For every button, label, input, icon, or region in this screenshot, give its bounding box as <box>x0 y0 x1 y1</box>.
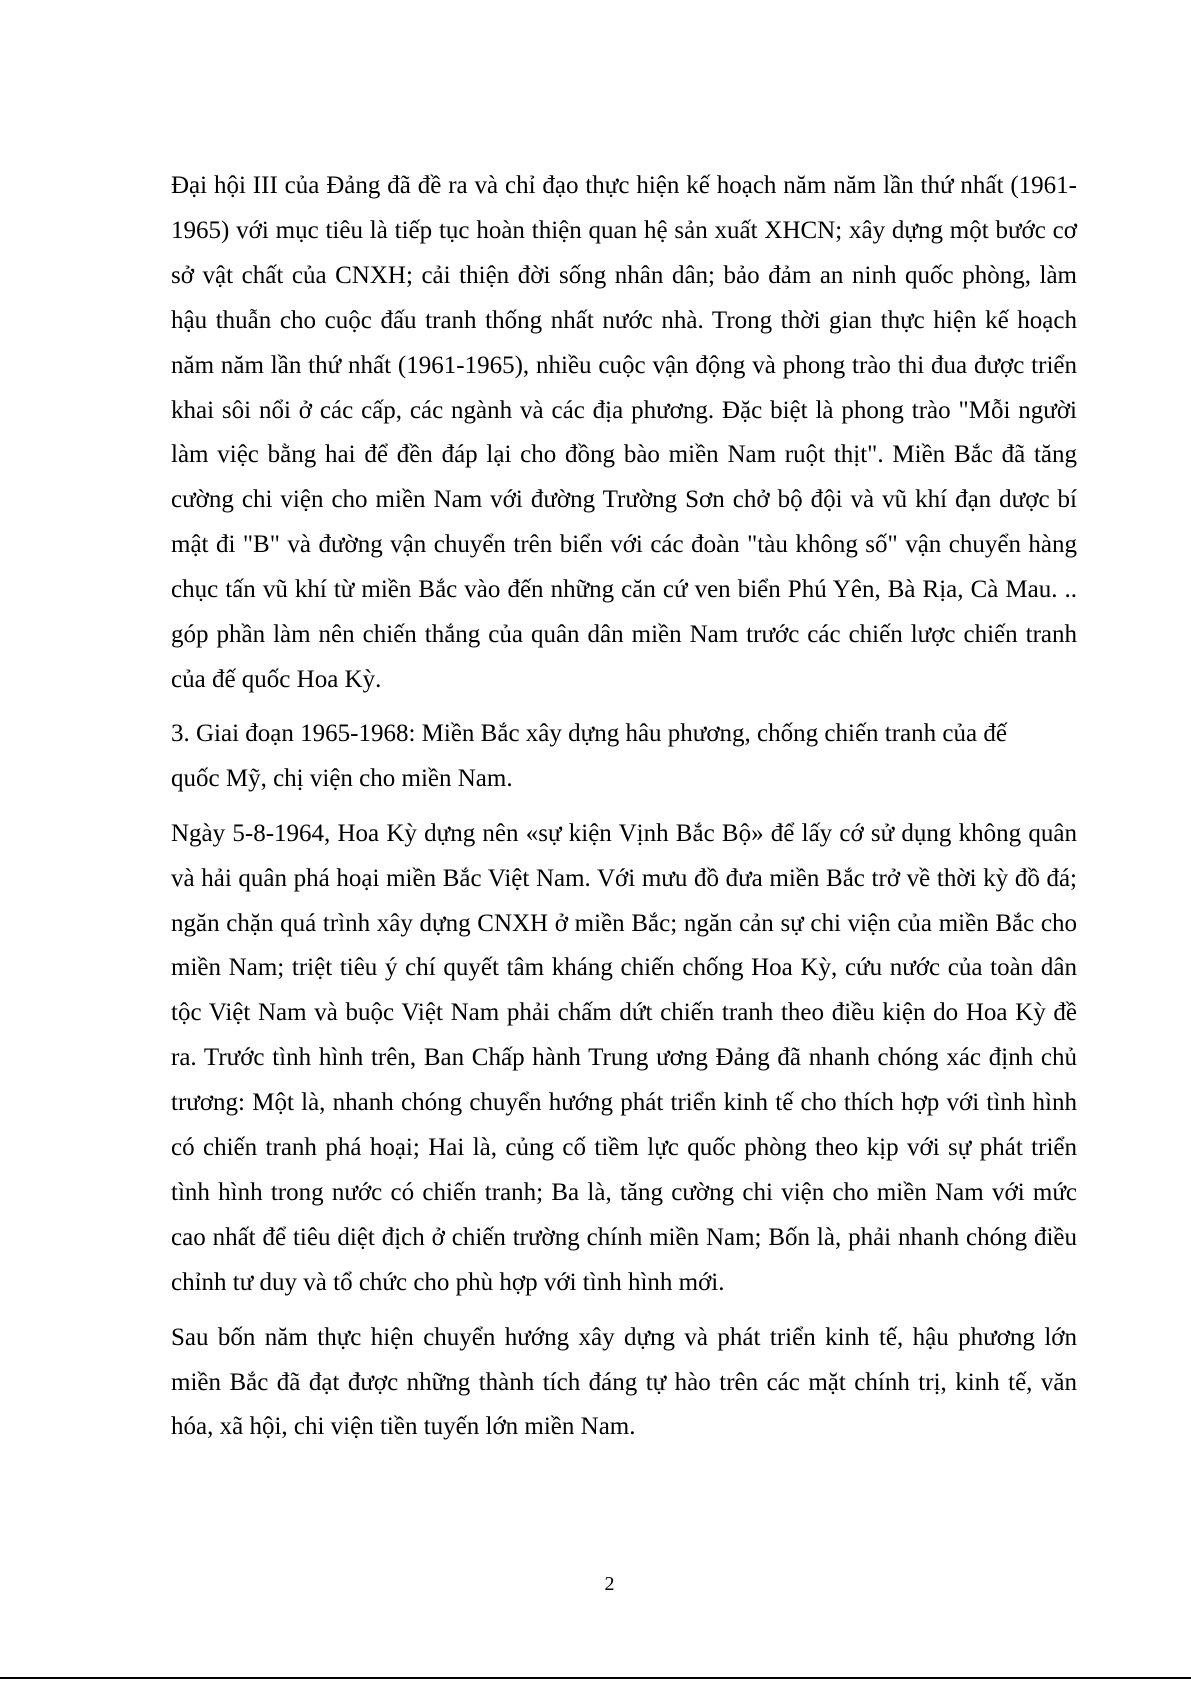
paragraph-gulf-of-tonkin: Ngày 5-8-1964, Hoa Kỳ dựng nên «sự kiện Vịnh Bắc Bộ» để lấy cớ sử dụng không quân và hải quân phá hoại miền Bắc Việt Nam. Với mưu đồ đưa miền Bắc trở về thời kỳ đồ đá; ngăn chặn quá trình xây dựng CNXH ở miền Bắc; ngăn cản sự chi viện của miền Bắc cho miền Nam; triệt tiêu ý chí quyết tâm kháng chiến chống Hoa Kỳ, cứu nước của toàn dân tộc Việt Nam và buộc Việt Nam phải chấm dứt chiến tranh theo điều kiện do Hoa Kỳ đề ra. Trước tình hình trên, Ban Chấp hành Trung ương Đảng đã nhanh chóng xác định chủ trương: Một là, nhanh chóng chuyển hướng phát triển kinh tế cho thích hợp với tình hình có chiến tranh phá hoại; Hai là, củng cố tiềm lực quốc phòng theo kịp với sự phát triển tình hình trong nước có chiến tranh; Ba là, tăng cường chi viện cho miền Nam với mức cao nhất để tiêu diệt địch ở chiến trường chính miền Nam; Bốn là, phải nhanh chóng điều chỉnh tư duy và tổ chức cho phù hợp với tình hình mới. <box>171 819 1077 1296</box>
page-number: 2 <box>604 1573 615 1595</box>
paragraph-party-congress-plan: Đại hội III của Đảng đã đề ra và chỉ đạo thực hiện kế hoạch năm năm lần thứ nhất (1961-1965) với mục tiêu là tiếp tục hoàn thiện quan hệ sản xuất XHCN; xây dựng một bước cơ sở vật chất của CNXH; cải thiện đời sống nhân dân; bảo đảm an ninh quốc phòng, làm hậu thuẫn cho cuộc đấu tranh thống nhất nước nhà. Trong thời gian thực hiện kế hoạch năm năm lần thứ nhất (1961-1965), nhiều cuộc vận động và phong trào thi đua được triển khai sôi nổi ở các cấp, các ngành và các địa phương. Đặc biệt là phong trào "Mỗi người làm việc bằng hai để đền đáp lại cho đồng bào miền Nam ruột thịt". Miền Bắc đã tăng cường chi viện cho miền Nam với đường Trường Sơn chở bộ đội và vũ khí đạn dược bí mật đi "B" và đường vận chuyển trên biển với các đoàn "tàu không số" vận chuyển hàng chục tấn vũ khí từ miền Bắc vào đến những căn cứ ven biển Phú Yên, Bà Rịa, Cà Mau. .. góp phần làm nên chiến thắng của quân dân miền Nam trước các chiến lược chiến tranh của đế quốc Hoa Kỳ. <box>171 172 1077 693</box>
paragraph-four-years-results: Sau bốn năm thực hiện chuyển hướng xây dựng và phát triển kinh tế, hậu phương lớn miền Bắc đã đạt được những thành tích đáng tự hào trên các mặt chính trị, kinh tế, văn hóa, xã hội, chi viện tiền tuyến lớn miền Nam. <box>171 1323 1077 1441</box>
section-heading-1965-1968: 3. Giai đoạn 1965-1968: Miền Bắc xây dựng hâu phương, chống chiến tranh của đế quốc Mỹ, chị viện cho miền Nam. <box>171 719 1007 792</box>
bottom-divider <box>0 1677 1191 1679</box>
page-body <box>171 164 1077 1450</box>
